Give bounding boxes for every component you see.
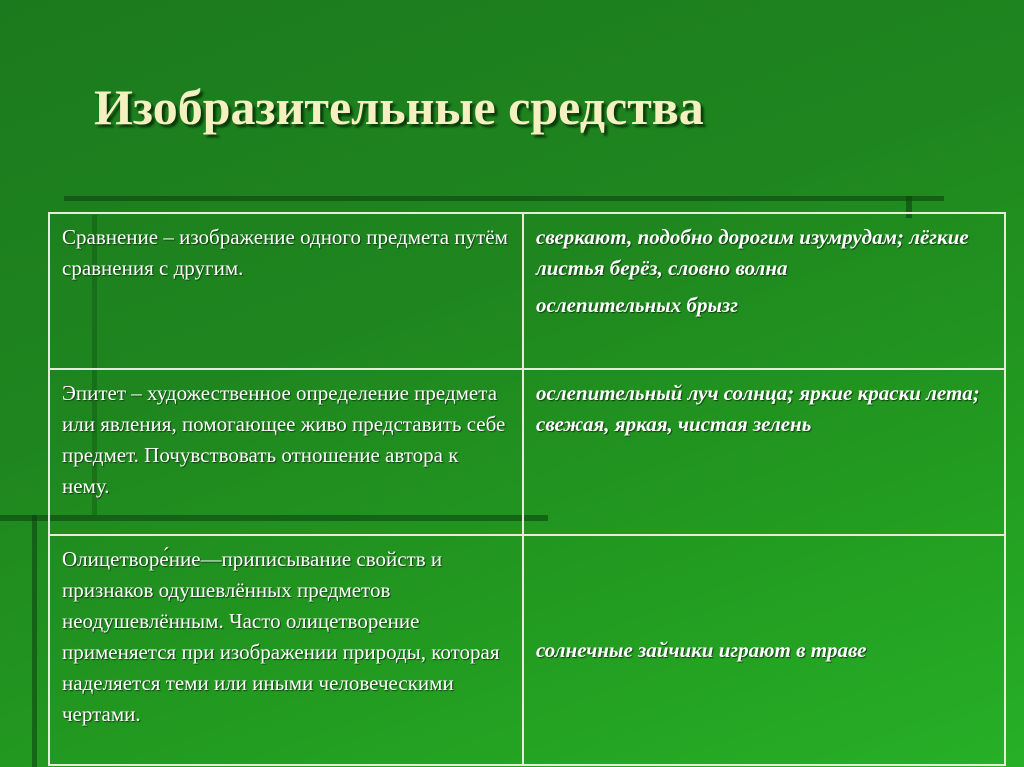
example-text-line-2: ослепительных брызг — [536, 293, 738, 317]
term-cell-personification: Олицетворе́ние—приписывание свойств и признаков одушевлённых предметов неодушевлённым. Часто олицетворение применяется при изображении природы, которая наделяется теми или иными человеческими чертами. — [49, 535, 523, 765]
example-cell-personification: солнечные зайчики играют в траве — [523, 535, 1005, 765]
example-cell-comparison — [523, 213, 1005, 369]
example-text-line: сверкают, подобно дорогим изумрудам; лёгкие листья берёз, словно волна — [536, 225, 969, 280]
table-row — [49, 535, 1005, 765]
table-row — [49, 369, 1005, 535]
decorative-bar-vertical-left — [32, 515, 37, 767]
term-cell-epithet: Эпитет – художественное определение предмета или явления, помогающее живо представить себе предмет. Почувствовать отношение автора к нему. — [49, 369, 523, 535]
slide-title: Изобразительные средства — [94, 79, 704, 135]
example-cell-epithet: ослепительный луч солнца; яркие краски лета; свежая, яркая, чистая зелень — [523, 369, 1005, 535]
table-row — [49, 213, 1005, 369]
devices-table — [48, 212, 1006, 766]
term-cell-comparison: Сравнение – изображение одного предмета путём сравнения с другим. — [49, 213, 523, 369]
decorative-bar-horizontal-top — [64, 196, 944, 201]
